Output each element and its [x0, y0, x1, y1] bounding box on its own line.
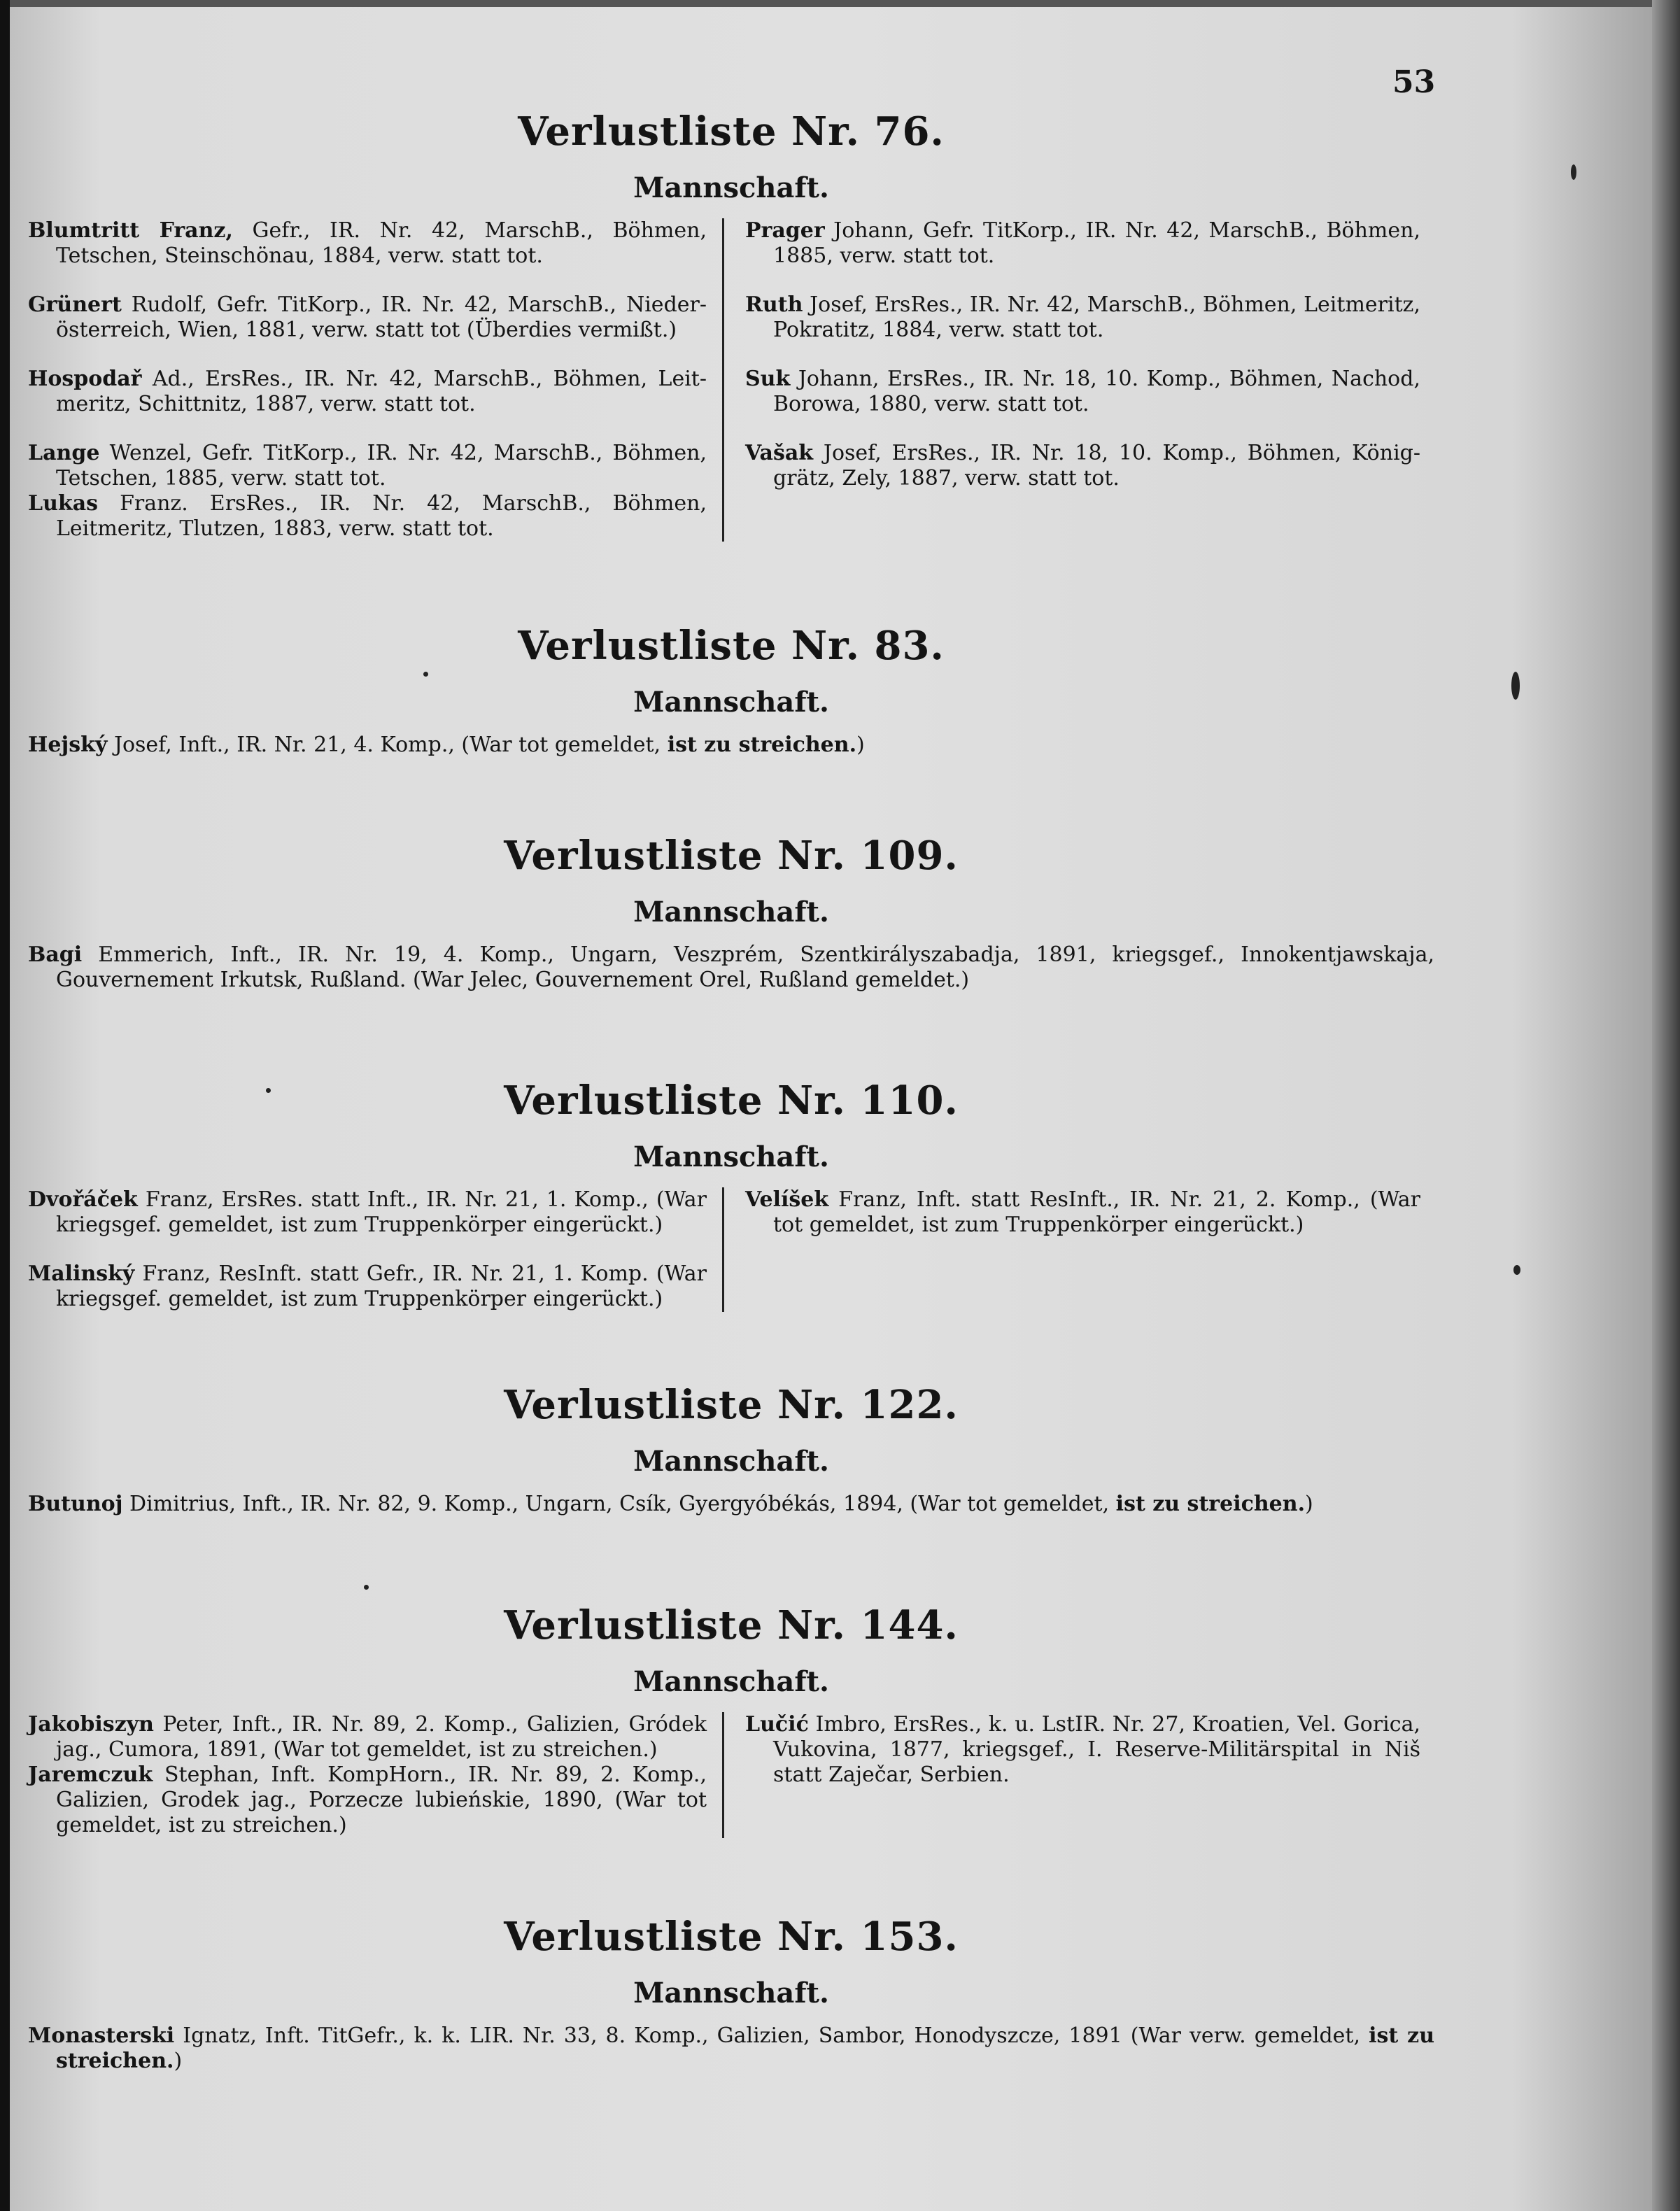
list-entry	[28, 367, 707, 417]
entry-name: Jaremczuk	[28, 1763, 153, 1787]
entry-name: Vašak	[745, 441, 814, 465]
entry-name: Jakobiszyn	[28, 1712, 154, 1737]
left-column	[28, 1187, 724, 1312]
entry-text: Rudolf, Gefr. TitKorp., IR. Nr. 42, MarschB., Nieder-österreich, Wien, 1881, verw. statt tot (Überdies vermißt.)	[56, 292, 707, 342]
entry-text: Wenzel, Gefr. TitKorp., IR. Nr. 42, MarschB., Böhmen, Tetschen, 1885, verw. statt tot.	[56, 441, 707, 490]
entry-name: Suk	[745, 367, 791, 391]
list-entry	[745, 441, 1420, 491]
entry-text: Franz. ErsRes., IR. Nr. 42, MarschB., Böhmen, Leitmeritz, Tlutzen, 1883, verw. statt tot.	[56, 491, 707, 541]
entry-name: Lukas	[28, 491, 99, 516]
list-entry	[28, 1763, 707, 1838]
section-title: Verlustliste Nr. 76.	[518, 108, 945, 155]
list-entry	[28, 491, 707, 542]
section-verlustliste-76	[28, 108, 1434, 542]
right-column	[724, 1187, 1420, 1312]
entry-text: Johann, Gefr. TitKorp., IR. Nr. 42, MarschB., Böhmen, 1885, verw. statt tot.	[773, 218, 1420, 268]
list-entry	[28, 1492, 1434, 1517]
entry-text: Franz, ErsRes. statt Inft., IR. Nr. 21, 1. Komp., (War kriegsgef. gemeldet, ist zum Truppenkörper eingerückt.)	[56, 1187, 707, 1237]
section-title: Verlustliste Nr. 153.	[504, 1914, 959, 1960]
scan-edge-left	[0, 0, 10, 2211]
entry-strike-note: ist zu streichen.	[56, 2023, 1435, 2073]
entry-name: Bagi	[28, 942, 83, 967]
scan-speck	[1511, 672, 1520, 700]
section-title: Verlustliste Nr. 110.	[504, 1078, 959, 1124]
section-title: Verlustliste Nr. 122.	[504, 1382, 959, 1428]
entry-text: Gefr., IR. Nr. 42, MarschB., Böhmen, Tetschen, Steinschönau, 1884, verw. statt tot.	[56, 218, 707, 268]
entry-text: Josef, Inft., IR. Nr. 21, 4. Komp., (War tot gemeldet,	[107, 733, 668, 757]
list-entry	[745, 292, 1420, 343]
entry-text: Peter, Inft., IR. Nr. 89, 2. Komp., Galizien, Gródek jag., Cumora, 1891, (War tot gemeldet, ist zu streichen.)	[56, 1712, 707, 1762]
section-verlustliste-153	[28, 1914, 1434, 2098]
list-entry	[28, 1262, 707, 1312]
two-column-list	[28, 218, 1434, 542]
section-subtitle: Mannschaft.	[633, 1445, 829, 1478]
entry-name: Velíšek	[745, 1187, 829, 1212]
section-verlustliste-122	[28, 1382, 1434, 1541]
section-verlustliste-109	[28, 833, 1434, 1017]
section-subtitle: Mannschaft.	[633, 896, 829, 928]
list-entry	[28, 1187, 707, 1238]
entry-text: Johann, ErsRes., IR. Nr. 18, 10. Komp., Böhmen, Nachod, Borowa, 1880, verw. statt tot.	[773, 367, 1420, 416]
entry-strike-note: ist zu streichen.	[667, 733, 857, 757]
section-subtitle: Mannschaft.	[633, 1977, 829, 2009]
entry-name: Malinský	[28, 1262, 135, 1286]
scan-speck	[364, 1585, 369, 1590]
entry-name: Monasterski	[28, 2023, 175, 2048]
entry-text: Ignatz, Inft. TitGefr., k. k. LIR. Nr. 33, 8. Komp., Galizien, Sambor, Honodyszcze, 1891 (War verw. gemeldet,	[174, 2023, 1369, 2048]
entry-end: )	[856, 733, 865, 757]
entry-name: Butunoj	[28, 1492, 123, 1516]
list-entry	[28, 2023, 1434, 2074]
entry-name: Lučić	[745, 1712, 809, 1737]
entry-text: Josef, ErsRes., IR. Nr. 42, MarschB., Böhmen, Leitmeritz, Pokratitz, 1884, verw. statt tot.	[773, 292, 1420, 342]
section-verlustliste-83	[28, 623, 1434, 782]
scan-speck	[266, 1088, 271, 1093]
section-subtitle: Mannschaft.	[633, 1665, 829, 1698]
list-entry	[28, 292, 707, 343]
entry-name: Lange	[28, 441, 100, 465]
list-entry	[28, 441, 707, 491]
two-column-list	[28, 1712, 1434, 1838]
entry-strike-note: ist zu streichen.	[1115, 1492, 1306, 1516]
entry-text: Franz, Inft. statt ResInft., IR. Nr. 21, 2. Komp., (War tot gemeldet, ist zum Truppenkörper eingerückt.)	[773, 1187, 1420, 1237]
right-column	[724, 218, 1420, 542]
list-entry	[28, 942, 1434, 993]
entry-name: Prager	[745, 218, 825, 243]
section-title: Verlustliste Nr. 83.	[518, 623, 945, 669]
entry-text: Dimitrius, Inft., IR. Nr. 82, 9. Komp., Ungarn, Csík, Gyergyóbékás, 1894, (War tot gemeldet,	[122, 1492, 1116, 1516]
entry-name: Dvořáček	[28, 1187, 138, 1212]
list-entry	[745, 367, 1420, 417]
section-title: Verlustliste Nr. 109.	[504, 833, 959, 879]
scan-speck	[423, 672, 428, 677]
section-verlustliste-110	[28, 1078, 1434, 1312]
entry-text: Ad., ErsRes., IR. Nr. 42, MarschB., Böhmen, Leit-meritz, Schittnitz, 1887, verw. statt tot.	[56, 367, 707, 416]
scan-speck	[1571, 164, 1576, 180]
list-entry	[745, 1187, 1420, 1238]
two-column-list	[28, 1187, 1434, 1312]
entry-text: Imbro, ErsRes., k. u. LstIR. Nr. 27, Kroatien, Vel. Gorica, Vukovina, 1877, kriegsgef., I. Reserve-Militärspital in Niš statt Zaječar, Serbien.	[773, 1712, 1420, 1787]
entry-text: Josef, ErsRes., IR. Nr. 18, 10. Komp., Böhmen, König-grätz, Zely, 1887, verw. statt tot.	[773, 441, 1420, 490]
entry-name: Grünert	[28, 292, 122, 317]
entry-name: Ruth	[745, 292, 803, 317]
entry-name: Hejský	[28, 733, 108, 757]
scan-speck	[1513, 1265, 1520, 1275]
entry-name: Blumtritt Franz,	[28, 218, 233, 243]
list-entry	[28, 218, 707, 269]
page-number: 53	[1392, 64, 1436, 100]
section-subtitle: Mannschaft.	[633, 686, 829, 719]
scan-edge-right	[1652, 0, 1680, 2211]
section-verlustliste-144	[28, 1602, 1434, 1838]
section-title: Verlustliste Nr. 144.	[504, 1602, 959, 1648]
section-subtitle: Mannschaft.	[633, 1140, 829, 1173]
left-column	[28, 1712, 724, 1838]
entry-text: Stephan, Inft. KompHorn., IR. Nr. 89, 2. Komp., Galizien, Grodek jag., Porzecze lubieńskie, 1890, (War tot gemeldet, ist zu streichen.)	[56, 1763, 707, 1837]
right-column	[724, 1712, 1420, 1838]
list-entry	[28, 1712, 707, 1763]
section-subtitle: Mannschaft.	[633, 171, 829, 204]
left-column	[28, 218, 724, 542]
list-entry	[745, 218, 1420, 269]
list-entry	[28, 733, 1434, 758]
entry-text: Emmerich, Inft., IR. Nr. 19, 4. Komp., Ungarn, Veszprém, Szentkirályszabadja, 1891, kriegsgef., Innokentjawskaja, Gouvernement Irkutsk, Rußland. (War Jelec, Gouvernement Orel, Rußland gemeldet.)	[56, 942, 1434, 992]
entry-end: )	[1305, 1492, 1313, 1516]
entry-name: Hospodař	[28, 367, 142, 391]
list-entry	[745, 1712, 1420, 1788]
entry-end: )	[174, 2049, 183, 2073]
scan-edge-top	[0, 0, 1680, 7]
entry-text: Franz, ResInft. statt Gefr., IR. Nr. 21, 1. Komp. (War kriegsgef. gemeldet, ist zum Truppenkörper eingerückt.)	[56, 1262, 707, 1311]
